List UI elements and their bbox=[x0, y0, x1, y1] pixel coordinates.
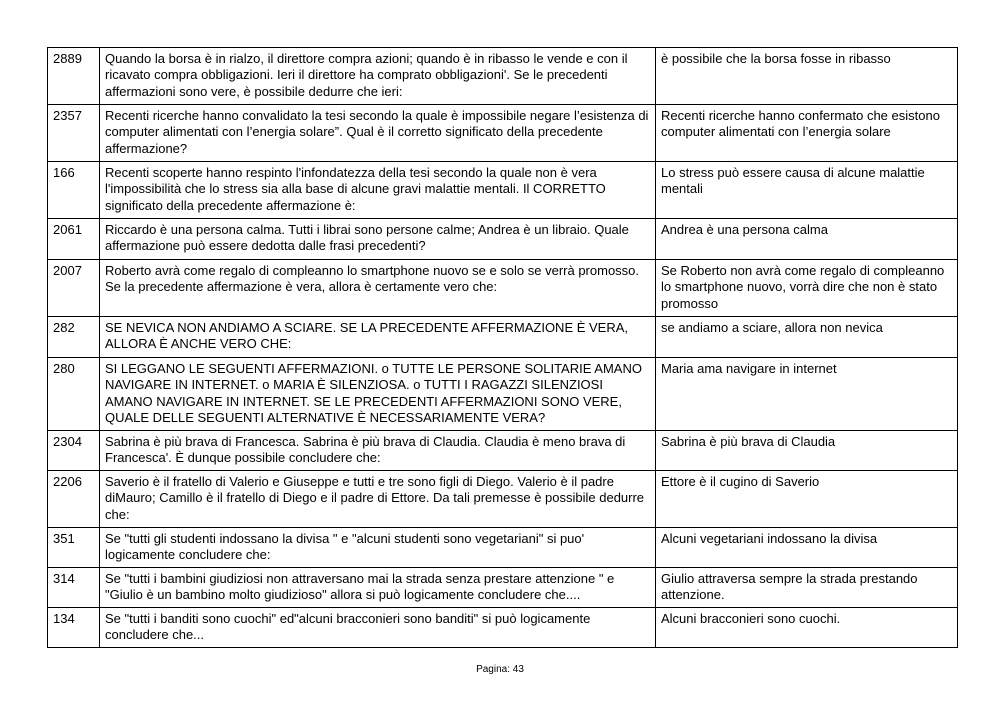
answer-text: Maria ama navigare in internet bbox=[656, 358, 958, 431]
answer-text: Lo stress può essere causa di alcune malattie mentali bbox=[656, 162, 958, 219]
question-id: 280 bbox=[48, 358, 100, 431]
question-text: Se "tutti gli studenti indossano la divisa " e "alcuni studenti sono vegetariani" si puo' logicamente concludere che: bbox=[100, 528, 656, 568]
answer-text: Andrea è una persona calma bbox=[656, 219, 958, 260]
question-id: 134 bbox=[48, 608, 100, 648]
answer-text: Sabrina è più brava di Claudia bbox=[656, 431, 958, 471]
question-text: Quando la borsa è in rialzo, il direttore compra azioni; quando è in ribasso le vende e con il ricavato compra obbligazioni. Ieri il direttore ha comprato obbligazioni'. Se le precedenti affermazioni sono vere, è possibile dedurre che ieri: bbox=[100, 48, 656, 105]
question-text: Saverio è il fratello di Valerio e Giuseppe e tutti e tre sono figli di Diego. Valerio è il padre diMauro; Camillo è il fratello di Diego e il padre di Ettore. Da tali premesse è possibile dedurre che: bbox=[100, 471, 656, 528]
table-row bbox=[48, 568, 958, 608]
question-id: 2061 bbox=[48, 219, 100, 260]
question-text: Recenti ricerche hanno convalidato la tesi secondo la quale è impossibile negare l’esistenza di computer alimentati con l’energia solare”. Qual è il corretto significato della precedente affermazione? bbox=[100, 105, 656, 162]
answer-text: Se Roberto non avrà come regalo di compleanno lo smartphone nuovo, vorrà dire che non è stato promosso bbox=[656, 260, 958, 317]
question-id: 2304 bbox=[48, 431, 100, 471]
table-row bbox=[48, 358, 958, 431]
question-id: 314 bbox=[48, 568, 100, 608]
question-id: 2889 bbox=[48, 48, 100, 105]
question-text: Riccardo è una persona calma. Tutti i librai sono persone calme; Andrea è un libraio. Quale affermazione può essere dedotta dalle frasi precedenti? bbox=[100, 219, 656, 260]
question-text: Roberto avrà come regalo di compleanno lo smartphone nuovo se e solo se verrà promosso. Se la precedente affermazione è vera, allora è certamente vero che: bbox=[100, 260, 656, 317]
question-text: SI LEGGANO LE SEGUENTI AFFERMAZIONI. o TUTTE LE PERSONE SOLITARIE AMANO NAVIGARE IN INTERNET. o MARIA È SILENZIOSA. o TUTTI I RAGAZZI SILENZIOSI AMANO NAVIGARE IN INTERNET. SE LE PRECEDENTI AFFERMAZIONI SONO VERE, QUALE DELLE SEGUENTI ALTERNATIVE È NECESSARIAMENTE VERA? bbox=[100, 358, 656, 431]
table-row bbox=[48, 528, 958, 568]
question-text: Se "tutti i banditi sono cuochi" ed"alcuni bracconieri sono banditi" si può logicamente concludere che... bbox=[100, 608, 656, 648]
question-id: 2007 bbox=[48, 260, 100, 317]
question-id: 2206 bbox=[48, 471, 100, 528]
question-text: SE NEVICA NON ANDIAMO A SCIARE. SE LA PRECEDENTE AFFERMAZIONE È VERA, ALLORA È ANCHE VERO CHE: bbox=[100, 317, 656, 358]
table-row bbox=[48, 260, 958, 317]
question-text: Se "tutti i bambini giudiziosi non attraversano mai la strada senza prestare attenzione " e "Giulio è un bambino molto giudizioso" allora si può logicamente concludere che.... bbox=[100, 568, 656, 608]
page-number: Pagina: 43 bbox=[476, 664, 524, 675]
table-row bbox=[48, 219, 958, 260]
question-text: Recenti scoperte hanno respinto l'infondatezza della tesi secondo la quale non è vera l'impossibilità che lo stress sia alla base di alcune gravi malattie mentali. Il CORRETTO significato della precedente affermazione è: bbox=[100, 162, 656, 219]
answer-text: Recenti ricerche hanno confermato che esistono computer alimentati con l’energia solare bbox=[656, 105, 958, 162]
table-row bbox=[48, 105, 958, 162]
table-row bbox=[48, 162, 958, 219]
table-row bbox=[48, 48, 958, 105]
question-text: Sabrina è più brava di Francesca. Sabrina è più brava di Claudia. Claudia è meno brava di Francesca'. È dunque possibile concludere che: bbox=[100, 431, 656, 471]
answer-text: Giulio attraversa sempre la strada prestando attenzione. bbox=[656, 568, 958, 608]
answer-text: Alcuni bracconieri sono cuochi. bbox=[656, 608, 958, 648]
table-row bbox=[48, 317, 958, 358]
question-id: 282 bbox=[48, 317, 100, 358]
table-row bbox=[48, 608, 958, 648]
table-row bbox=[48, 431, 958, 471]
questions-table bbox=[47, 47, 958, 648]
answer-text: Alcuni vegetariani indossano la divisa bbox=[656, 528, 958, 568]
answer-text: Ettore è il cugino di Saverio bbox=[656, 471, 958, 528]
question-id: 166 bbox=[48, 162, 100, 219]
answer-text: se andiamo a sciare, allora non nevica bbox=[656, 317, 958, 358]
table-row bbox=[48, 471, 958, 528]
answer-text: è possibile che la borsa fosse in ribasso bbox=[656, 48, 958, 105]
question-id: 2357 bbox=[48, 105, 100, 162]
question-id: 351 bbox=[48, 528, 100, 568]
